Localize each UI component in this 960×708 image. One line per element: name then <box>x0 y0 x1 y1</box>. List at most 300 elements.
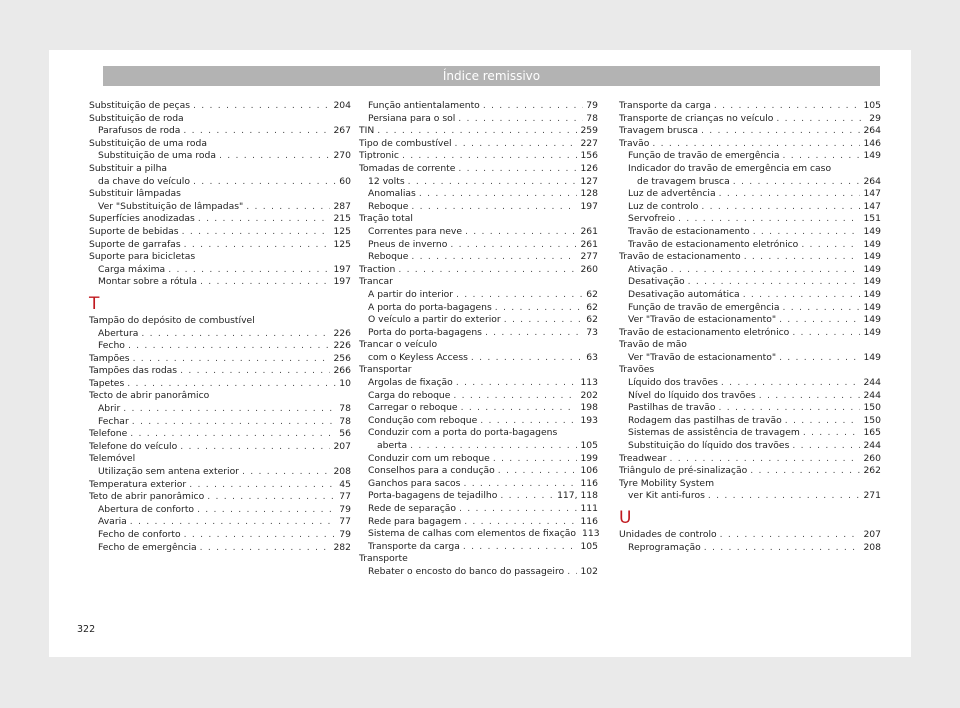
index-entry-page: 208 <box>333 466 351 478</box>
index-entry-page: 125 <box>333 238 351 250</box>
index-entry <box>359 239 598 252</box>
dot-leader <box>721 377 861 390</box>
dot-leader <box>463 478 577 491</box>
index-entry <box>89 315 351 328</box>
index-entry-page: 244 <box>863 440 881 452</box>
index-entry <box>89 328 351 341</box>
index-entry-page: 146 <box>863 137 881 149</box>
index-entry <box>619 427 881 440</box>
dot-leader <box>759 390 861 403</box>
index-entry-page: 244 <box>863 377 881 389</box>
index-entry-page: 149 <box>863 314 881 326</box>
index-entry-label: Servofreio <box>628 213 675 225</box>
index-entry-page: 147 <box>863 200 881 212</box>
index-entry-page: 128 <box>580 188 598 200</box>
index-entry-label: Substituição de roda <box>89 112 184 124</box>
index-entry-label: Tiptronic <box>359 150 399 162</box>
index-entry-label: Indicador do travão de emergência em caso <box>628 162 832 174</box>
index-entry <box>619 415 881 428</box>
index-entry-label: Transporte de crianças no veículo <box>619 112 774 124</box>
index-entry-page: 287 <box>333 200 351 212</box>
index-entry <box>359 176 598 189</box>
index-entry-page: 78 <box>339 403 351 415</box>
index-entry-label: O veículo a partir do exterior <box>368 314 501 326</box>
index-entry-page: 149 <box>863 263 881 275</box>
index-entry <box>619 201 881 214</box>
dot-leader <box>411 201 577 214</box>
index-entry-label: Desativação automática <box>628 288 740 300</box>
index-entry-label: Tampões das rodas <box>89 365 178 377</box>
index-entry-page: 270 <box>333 150 351 162</box>
index-entry-page: 116 <box>580 477 598 489</box>
dot-leader <box>701 201 860 214</box>
index-entry <box>359 150 598 163</box>
index-entry <box>619 226 881 239</box>
page-number: 322 <box>77 624 96 635</box>
dot-leader <box>465 226 577 239</box>
index-entry <box>359 226 598 239</box>
dot-leader <box>456 377 578 390</box>
section-letter: T <box>89 293 100 314</box>
dot-leader <box>504 314 584 327</box>
dot-leader <box>419 188 578 201</box>
index-entry-label: Substituição de uma roda <box>89 137 208 149</box>
dot-leader <box>200 542 331 555</box>
index-entry <box>359 503 598 516</box>
index-entry-label: Reboque <box>368 251 409 263</box>
index-entry-page: 256 <box>333 352 351 364</box>
dot-leader <box>398 264 577 277</box>
index-entry <box>359 402 598 415</box>
index-entry <box>359 251 598 264</box>
index-entry-label: Travagem brusca <box>619 125 698 137</box>
index-entry <box>89 416 351 429</box>
index-entry-page: 78 <box>586 112 598 124</box>
dot-leader <box>750 465 860 478</box>
index-entry <box>89 150 351 163</box>
index-entry-page: 149 <box>863 276 881 288</box>
index-entry-page: 151 <box>863 213 881 225</box>
index-entry <box>89 542 351 555</box>
dot-leader <box>461 402 578 415</box>
index-entry <box>359 163 598 176</box>
dot-leader <box>183 125 330 138</box>
index-entry-page: 202 <box>580 389 598 401</box>
dot-leader <box>408 176 578 189</box>
index-entry <box>619 302 881 315</box>
index-entry-label: Telefone do veículo <box>89 440 178 452</box>
index-entry-label: Tomadas de corrente <box>359 162 456 174</box>
index-entry-label: Travão de estacionamento eletrónico <box>628 238 799 250</box>
index-entry <box>89 251 351 264</box>
dot-leader <box>127 378 336 391</box>
dot-leader <box>193 100 330 113</box>
index-entry-label: da chave do veículo <box>98 175 190 187</box>
index-entry-page: 261 <box>580 238 598 250</box>
index-entry-label: Transporte <box>359 553 408 565</box>
index-entry <box>89 403 351 416</box>
index-entry-label: Rodagem das pastilhas de travão <box>628 414 782 426</box>
index-entry-label: Fecho <box>98 340 125 352</box>
dot-leader <box>719 402 861 415</box>
index-entry-page: 207 <box>333 440 351 452</box>
index-entry-label: Porta do porta-bagagens <box>368 326 482 338</box>
dot-leader <box>483 100 583 113</box>
index-entry <box>89 163 351 176</box>
index-entry-page: 150 <box>863 414 881 426</box>
index-entry-page: 149 <box>863 301 881 313</box>
index-entry <box>359 289 598 302</box>
dot-leader <box>402 150 578 163</box>
index-entry-page: 63 <box>586 351 598 363</box>
dot-leader <box>776 113 866 126</box>
index-entry-label: Rede para bagagem <box>368 515 462 527</box>
index-entry <box>89 125 351 138</box>
index-entry <box>89 441 351 454</box>
index-entry <box>89 353 351 366</box>
index-entry-page: 261 <box>580 225 598 237</box>
dot-leader <box>704 542 861 555</box>
index-entry-page: 29 <box>869 112 881 124</box>
index-entry <box>359 213 598 226</box>
index-entry-page: 149 <box>863 225 881 237</box>
index-entry-page: 77 <box>339 491 351 503</box>
dot-leader <box>720 529 861 542</box>
index-entry <box>89 138 351 151</box>
index-entry-label: Travão <box>619 137 650 149</box>
index-entry <box>619 289 881 302</box>
index-entry-label: Função antientalamento <box>368 100 480 111</box>
page-header: Índice remissivo <box>103 66 880 86</box>
index-entry-page: 264 <box>863 125 881 137</box>
index-entry-label: Superfícies anodizadas <box>89 213 195 225</box>
index-entry-label: Tração total <box>359 213 413 225</box>
index-entry-page: 226 <box>333 340 351 352</box>
dot-leader <box>785 415 861 428</box>
index-entry-label: Fecho de emergência <box>98 541 197 553</box>
index-column-1 <box>89 100 351 554</box>
index-entry-page: 125 <box>333 225 351 237</box>
index-entry-page: 62 <box>586 314 598 326</box>
index-entry <box>359 327 598 340</box>
index-entry-page: 149 <box>863 351 881 363</box>
index-entry <box>89 378 351 391</box>
dot-leader <box>480 415 577 428</box>
index-entry-label: Fechar <box>98 415 129 427</box>
index-entry-label: Correntes para neve <box>368 225 463 237</box>
index-entry-label: ver Kit anti-furos <box>628 490 705 502</box>
dot-leader <box>123 403 336 416</box>
index-entry-label: Conselhos para a condução <box>368 465 495 477</box>
index-entry-label: Tapetes <box>89 377 125 389</box>
index-entry <box>89 479 351 492</box>
index-entry <box>89 504 351 517</box>
index-entry-label: Substituir a pilha <box>89 162 168 174</box>
index-entry-page: 266 <box>333 365 351 377</box>
index-entry-page: 10 <box>339 377 351 389</box>
index-entry <box>89 176 351 189</box>
dot-leader <box>141 328 330 341</box>
index-entry <box>359 427 598 440</box>
index-entry-page: 79 <box>586 100 598 111</box>
index-entry <box>89 201 351 214</box>
dot-leader <box>783 302 861 315</box>
dot-leader <box>189 479 336 492</box>
index-entry-page: 207 <box>863 529 881 540</box>
index-entry-page: 259 <box>580 125 598 137</box>
index-entry <box>619 264 881 277</box>
dot-leader <box>701 125 860 138</box>
dot-leader <box>688 276 861 289</box>
index-entry-label: Nível do líquido dos travões <box>628 389 756 401</box>
index-entry <box>619 478 881 491</box>
index-entry-label: Montar sobre a rótula <box>98 276 198 288</box>
index-entry-label: Porta-bagagens de tejadilho <box>368 490 498 502</box>
dot-leader <box>714 100 861 113</box>
index-entry <box>89 516 351 529</box>
index-entry-page: 45 <box>339 478 351 490</box>
index-entry-label: Tampão do depósito de combustível <box>89 314 255 326</box>
index-entry-label: Carga do reboque <box>368 389 451 401</box>
index-entry-label: Travão de estacionamento eletrónico <box>619 326 790 338</box>
index-entry <box>619 377 881 390</box>
index-entry <box>619 251 881 264</box>
dot-leader <box>708 490 861 503</box>
dot-leader <box>184 529 337 542</box>
index-entry-label: Telemóvel <box>89 453 136 465</box>
index-entry-page: 260 <box>580 263 598 275</box>
index-entry <box>619 453 881 466</box>
index-entry <box>619 100 881 113</box>
index-entry-page: 73 <box>586 326 598 338</box>
index-entry <box>89 213 351 226</box>
index-entry-page: 147 <box>863 188 881 200</box>
index-entry-label: Rebater o encosto do banco do passageiro <box>368 565 565 577</box>
index-entry-page: 149 <box>863 326 881 338</box>
dot-leader <box>459 503 577 516</box>
index-entry-page: 111 <box>580 503 598 514</box>
index-entry-label: Substituição de uma roda <box>98 150 217 162</box>
index-entry-label: A porta do porta-bagagens <box>368 301 492 313</box>
index-entry-page: 197 <box>580 200 598 212</box>
dot-leader <box>652 138 860 151</box>
index-entry-label: A partir do interior <box>368 288 454 300</box>
index-entry-label: Ativação <box>628 263 668 275</box>
index-entry-label: Unidades de controlo <box>619 529 717 540</box>
index-entry <box>619 150 881 163</box>
dot-leader <box>193 176 336 189</box>
index-entry <box>619 402 881 415</box>
dot-leader <box>678 213 860 226</box>
dot-leader <box>458 163 577 176</box>
index-entry <box>619 213 881 226</box>
index-entry-label: Transportar <box>359 364 412 376</box>
index-entry-label: Tecto de abrir panorâmico <box>89 390 210 402</box>
index-entry <box>89 491 351 504</box>
dot-leader <box>411 251 577 264</box>
index-entry <box>359 364 598 377</box>
index-entry-label: Pastilhas de travão <box>628 402 716 414</box>
dot-leader <box>670 453 861 466</box>
dot-leader <box>168 264 330 277</box>
index-entry <box>359 516 598 529</box>
dot-leader <box>219 150 330 163</box>
index-entry-page: 149 <box>863 251 881 263</box>
index-entry-page: 193 <box>580 414 598 426</box>
index-entry-label: Transporte da carga <box>368 540 460 552</box>
index-entry <box>359 138 598 151</box>
index-entry-label: Tipo de combustível <box>359 137 452 149</box>
dot-leader <box>198 213 331 226</box>
dot-leader <box>182 226 331 239</box>
index-entry <box>619 390 881 403</box>
index-entry <box>89 529 351 542</box>
index-entry <box>89 428 351 441</box>
index-entry <box>359 302 598 315</box>
index-entry-page: 282 <box>333 541 351 553</box>
index-entry-page: 102 <box>580 565 598 577</box>
index-entry <box>359 188 598 201</box>
index-entry-label: de travagem brusca <box>637 175 730 187</box>
dot-leader <box>130 516 337 529</box>
index-entry-label: Substituição do líquido dos travões <box>628 440 790 452</box>
dot-leader <box>792 440 860 453</box>
dot-leader <box>485 327 583 340</box>
dot-leader <box>450 239 577 252</box>
index-entry-page: 226 <box>333 327 351 339</box>
index-entry <box>359 566 598 579</box>
index-entry <box>619 339 881 352</box>
index-entry <box>619 327 881 340</box>
index-entry <box>359 453 598 466</box>
index-entry-label: Travões <box>619 364 655 376</box>
index-entry-page: 215 <box>333 213 351 225</box>
index-entry <box>89 340 351 353</box>
index-entry-label: Carregar o reboque <box>368 402 458 414</box>
index-entry-label: Abertura <box>98 327 139 339</box>
index-entry-label: Treadwear <box>619 452 667 464</box>
index-entry-label: Líquido dos travões <box>628 377 718 389</box>
index-entry-page: 165 <box>863 427 881 439</box>
index-column-2 <box>359 100 598 579</box>
index-entry <box>619 440 881 453</box>
index-entry <box>619 465 881 478</box>
index-entry <box>359 440 598 453</box>
index-entry-label: Condução com reboque <box>368 414 478 426</box>
dot-leader <box>184 239 331 252</box>
index-entry-label: Utilização sem antena exterior <box>98 466 239 478</box>
dot-leader <box>567 566 577 579</box>
dot-leader <box>456 289 583 302</box>
dot-leader <box>733 176 861 189</box>
dot-leader <box>197 504 336 517</box>
index-entry-page: 197 <box>333 276 351 288</box>
index-entry <box>359 100 598 113</box>
index-entry-page: 262 <box>863 465 881 477</box>
index-entry-label: Ver "Substituição de lâmpadas" <box>98 200 244 212</box>
index-entry <box>89 365 351 378</box>
dot-leader <box>132 416 337 429</box>
index-entry-label: Ver "Travão de estacionamento" <box>628 314 777 326</box>
index-entry-label: Parafusos de roda <box>98 125 181 137</box>
index-entry-page: 105 <box>580 440 598 452</box>
dot-leader <box>493 453 578 466</box>
index-entry <box>619 138 881 151</box>
index-entry-page: 116 <box>580 515 598 527</box>
index-entry <box>359 276 598 289</box>
index-entry <box>359 201 598 214</box>
index-entry <box>359 528 598 541</box>
index-entry-label: Rede de separação <box>368 503 457 514</box>
index-entry-label: Fecho de conforto <box>98 529 181 540</box>
index-entry-page: 267 <box>333 125 351 137</box>
index-entry <box>359 390 598 403</box>
dot-leader <box>471 352 583 365</box>
index-entry <box>359 490 598 503</box>
index-entry-page: 127 <box>580 175 598 187</box>
dot-leader <box>463 541 578 554</box>
index-entry-label: Abrir <box>98 403 121 415</box>
dot-leader <box>464 516 577 529</box>
index-entry-page: 113 <box>582 528 600 540</box>
index-entry-label: TIN <box>359 125 375 137</box>
index-entry-label: Conduzir com a porta do porta-bagagens <box>368 427 558 439</box>
dot-leader <box>779 352 860 365</box>
dot-leader <box>455 138 578 151</box>
index-entry-label: Tyre Mobility System <box>619 477 715 489</box>
index-entry-label: Temperatura exterior <box>89 478 187 490</box>
index-entry-page: 56 <box>339 428 351 440</box>
index-entry <box>619 352 881 365</box>
index-entry-page: 149 <box>863 288 881 300</box>
index-entry <box>89 188 351 201</box>
dot-leader <box>377 125 577 138</box>
index-entry <box>619 364 881 377</box>
index-entry <box>619 188 881 201</box>
index-entry <box>619 276 881 289</box>
dot-leader <box>779 314 860 327</box>
dot-leader <box>200 276 330 289</box>
index-entry-page: 198 <box>580 402 598 414</box>
dot-leader <box>207 491 336 504</box>
index-entry-page: 126 <box>580 162 598 174</box>
index-entry-page: 79 <box>339 529 351 540</box>
index-entry-label: Travão de estacionamento <box>628 225 750 237</box>
index-entry-label: Travão de mão <box>619 339 687 351</box>
index-entry-label: Luz de controlo <box>628 200 699 212</box>
dot-leader <box>500 490 554 503</box>
index-entry-page: 105 <box>863 100 881 111</box>
index-entry-page: 60 <box>339 175 351 187</box>
index-entry <box>619 125 881 138</box>
index-entry <box>359 541 598 554</box>
index-entry-page: 105 <box>580 540 598 552</box>
index-entry <box>89 390 351 403</box>
dot-leader <box>783 150 861 163</box>
index-entry <box>359 314 598 327</box>
index-entry <box>359 553 598 566</box>
index-entry-label: Transporte da carga <box>619 100 711 111</box>
index-entry-page: 208 <box>863 541 881 553</box>
dot-leader <box>453 390 577 403</box>
dot-leader <box>130 428 336 441</box>
index-entry <box>619 176 881 189</box>
index-entry <box>359 339 598 352</box>
index-entry-label: Persiana para o sol <box>368 112 456 124</box>
index-entry <box>619 314 881 327</box>
index-entry <box>359 465 598 478</box>
index-entry <box>359 113 598 126</box>
